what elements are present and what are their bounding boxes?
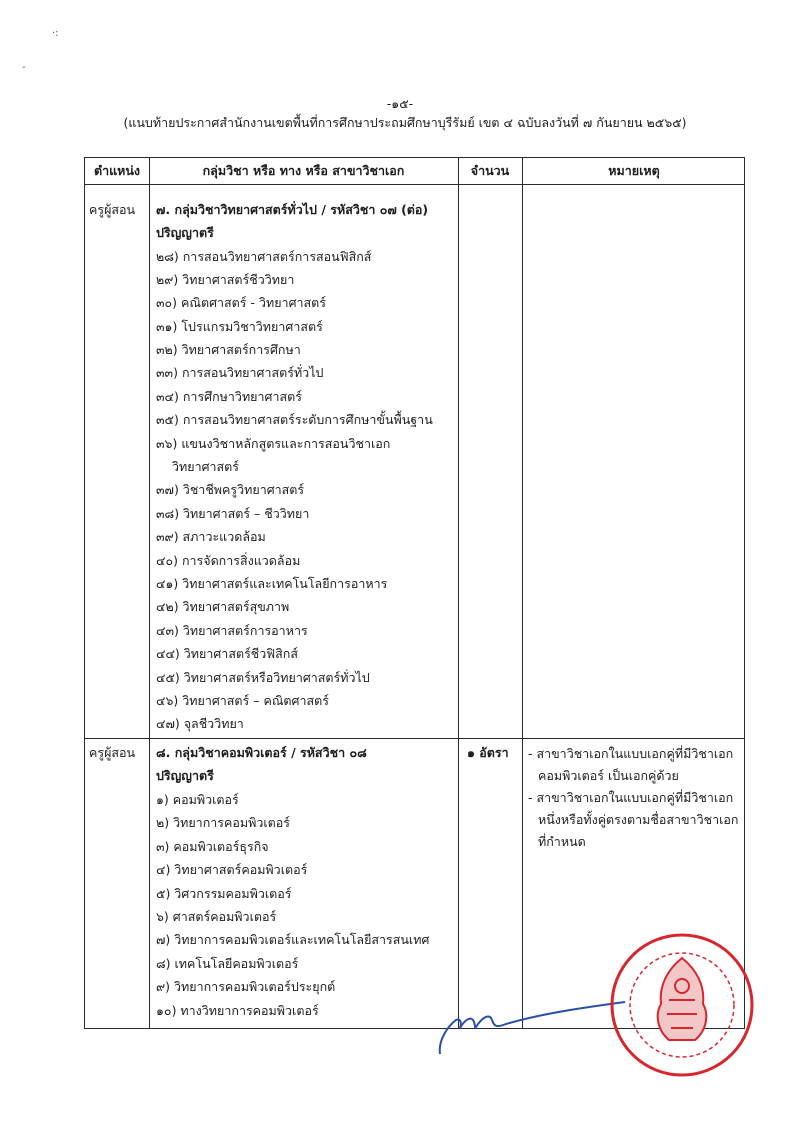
column-divider — [522, 158, 523, 1028]
list-item: ๓๐) คณิตศาสตร์ - วิทยาศาสตร์ — [156, 295, 326, 311]
row2-major-list — [156, 788, 429, 1022]
page-number: -๑๕- — [386, 96, 414, 111]
header-count: จำนวน — [470, 163, 510, 178]
header-divider — [85, 184, 744, 185]
row1-position: ครูผู้สอน — [89, 202, 136, 217]
row2-group-title: ๘. กลุ่มวิชาคอมพิวเตอร์ / รหัสวิชา ๐๘ — [156, 745, 367, 760]
remark-line: หนึ่งหรือทั้งคู่ตรงตามชื่อสาขาวิชาเอก — [538, 812, 739, 827]
list-item: ๕) วิศวกรรมคอมพิวเตอร์ — [156, 885, 292, 901]
list-item: ๓๗) วิชาชีพครูวิทยาศาสตร์ — [156, 482, 305, 498]
list-item: ๔๕) วิทยาศาสตร์หรือวิทยาศาสตร์ทั่วไป — [156, 669, 370, 685]
header-subject: กลุ่มวิชา หรือ ทาง หรือ สาขาวิชาเอก — [202, 163, 405, 178]
remark-line: - สาขาวิชาเอกในแบบเอกคู่ที่มีวิชาเอก — [528, 790, 734, 805]
list-item: ๓๕) การสอนวิทยาศาสตร์ระดับการศึกษาขั้นพื้นฐาน — [156, 412, 433, 428]
document-header: (แนบท้ายประกาศสำนักงานเขตพื้นที่การศึกษาประถมศึกษาบุรีรัมย์ เขต ๔ ฉบับลงวันที่ ๗ กันยายน ๒๕๖๕) — [123, 115, 687, 130]
header-remarks: หมายเหตุ — [608, 163, 660, 178]
row-divider — [85, 738, 744, 739]
signature — [430, 1000, 630, 1060]
column-divider — [458, 158, 459, 1028]
list-item: ๓๓) การสอนวิทยาศาสตร์ทั่วไป — [156, 365, 324, 381]
remark-line: ที่กำหนด — [538, 834, 586, 849]
list-item: ๒) วิทยาการคอมพิวเตอร์ — [156, 815, 290, 831]
list-item: ๙) วิทยาการคอมพิวเตอร์ประยุกต์ — [156, 979, 336, 995]
row2-position: ครูผู้สอน — [89, 745, 136, 760]
list-item: ๔๒) วิทยาศาสตร์สุขภาพ — [156, 599, 290, 615]
list-item: ๓๖) แขนงวิชาหลักสูตรและการสอนวิชาเอก — [156, 435, 391, 451]
list-item: ๓๒) วิทยาศาสตร์การศึกษา — [156, 342, 301, 358]
list-item: ๓๙) สภาวะแวดล้อม — [156, 529, 266, 545]
qualification-table — [84, 157, 745, 1029]
list-item: ๑๐) ทางวิทยาการคอมพิวเตอร์ — [156, 1002, 319, 1018]
list-item: ๑) คอมพิวเตอร์ — [156, 792, 239, 807]
list-item: ๔๐) การจัดการสิ่งแวดล้อม — [156, 552, 301, 568]
header-position: ตำแหน่ง — [93, 163, 141, 178]
list-item: ๗) วิทยาการคอมพิวเตอร์และเทคโนโลยีสารสนเทศ — [156, 932, 430, 948]
row1-degree: ปริญญาตรี — [156, 225, 214, 240]
list-item: ๔๖) วิทยาศาสตร์ – คณิตศาสตร์ — [156, 692, 329, 708]
row1-group-title: ๗. กลุ่มวิชาวิทยาศาสตร์ทั่วไป / รหัสวิชา ๐๗ (ต่อ) — [156, 202, 429, 217]
official-seal — [607, 930, 757, 1080]
list-item: ๒๘) การสอนวิทยาศาสตร์การสอนฟิสิกส์ — [156, 248, 372, 264]
row2-count: ๑ อัตรา — [467, 745, 509, 760]
remark-line: - สาขาวิชาเอกในแบบเอกคู่ที่มีวิชาเอก — [528, 746, 734, 761]
list-item: ๓๑) โปรแกรมวิชาวิทยาศาสตร์ — [156, 318, 323, 334]
list-item: ๓) คอมพิวเตอร์ธุรกิจ — [156, 838, 269, 854]
row1-major-list — [156, 245, 433, 736]
column-divider — [149, 158, 150, 1028]
list-item: ๓๔) การศึกษาวิทยาศาสตร์ — [156, 388, 302, 404]
list-item: ๓๘) วิทยาศาสตร์ – ชีววิทยา — [156, 505, 310, 521]
list-item: ๘) เทคโนโลยีคอมพิวเตอร์ — [156, 955, 299, 971]
list-item: ๒๙) วิทยาศาสตร์ชีววิทยา — [156, 271, 295, 287]
list-item: ๔) วิทยาศาสตร์คอมพิวเตอร์ — [156, 862, 308, 878]
list-item: ๖) ศาสตร์คอมพิวเตอร์ — [156, 908, 277, 924]
list-item: ๔๔) วิทยาศาสตร์ชีวฟิสิกส์ — [156, 646, 298, 662]
remark-line: คอมพิวเตอร์ เป็นเอกคู่ด้วย — [538, 768, 679, 783]
list-item: ๔๑) วิทยาศาสตร์และเทคโนโลยีการอาหาร — [156, 575, 388, 591]
list-item: ๔๗) จุลชีววิทยา — [156, 716, 244, 732]
scan-mark: ·: — [52, 28, 59, 39]
row2-remarks — [528, 743, 742, 853]
scan-mark: - — [22, 62, 26, 73]
row2-degree: ปริญญาตรี — [156, 768, 214, 783]
list-item: วิทยาศาสตร์ — [172, 459, 240, 475]
list-item: ๔๓) วิทยาศาสตร์การอาหาร — [156, 622, 308, 638]
